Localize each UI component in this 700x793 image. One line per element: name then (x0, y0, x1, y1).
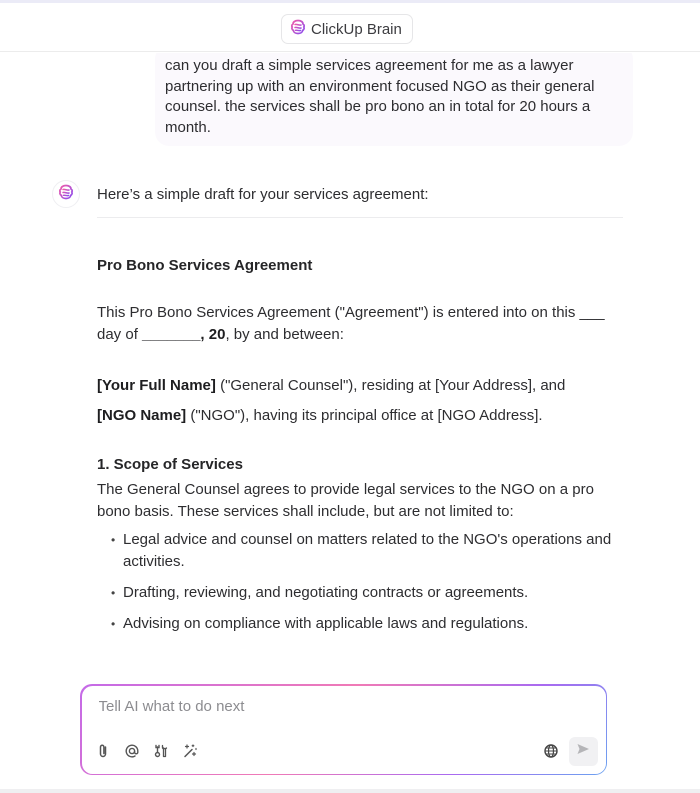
brand-pill[interactable] (281, 14, 413, 44)
agreement-title: Pro Bono Services Agreement (97, 257, 313, 274)
send-button[interactable] (569, 737, 598, 766)
user-message-bubble (155, 53, 633, 146)
intro-text: This Pro Bono Services Agreement ("Agreement") is entered into on this ___ day of (97, 304, 605, 343)
party2-details: ("NGO"), having its principal office at [NGO Address]. (186, 407, 543, 424)
ai-response (97, 185, 623, 644)
list-item: • Drafting, reviewing, and negotiating contracts or agreements. (97, 582, 623, 604)
brain-logo-icon (58, 184, 74, 205)
magic-wand-icon[interactable] (181, 742, 199, 760)
party1-name: [Your Full Name] (97, 377, 216, 394)
scope-bullet-list (97, 529, 623, 635)
header (0, 3, 700, 52)
scope-paragraph: The General Counsel agrees to provide legal services to the NGO on a pro bono basis. These services shall include, but are not limited to: (97, 481, 594, 520)
ai-response-intro: Here’s a simple draft for your services agreement: (97, 185, 623, 218)
user-message-text: can you draft a simple services agreement for me as a lawyer partnering up with an environment focused NGO as their general counsel. the services shall be pro bono an in total for 20 hours a month. (165, 57, 595, 136)
party1-details: ("General Counsel"), residing at [Your Address], and (215, 377, 566, 394)
globe-icon[interactable] (542, 742, 560, 760)
app-title: ClickUp Brain (311, 20, 402, 38)
agreement-intro-paragraph (97, 302, 623, 346)
ai-avatar (52, 180, 80, 208)
composer (80, 684, 607, 775)
brain-logo-icon (290, 19, 306, 40)
intro-text-end: , by and between: (225, 326, 344, 343)
at-mention-icon[interactable] (123, 742, 141, 760)
date-blank: _______, 20 (142, 326, 226, 343)
section-heading-scope: 1. Scope of Services (97, 456, 243, 473)
prompt-input[interactable] (99, 698, 579, 715)
send-icon (576, 742, 590, 761)
party-general-counsel (97, 375, 623, 397)
party2-name: [NGO Name] (97, 407, 187, 424)
party-ngo (97, 405, 623, 427)
paperclip-icon[interactable] (94, 742, 112, 760)
list-item: • Advising on compliance with applicable laws and regulations. (97, 613, 623, 635)
composer-inner (82, 686, 606, 774)
list-item: • Legal advice and counsel on matters related to the NGO's operations and activities. (97, 529, 623, 573)
conversation-area[interactable] (0, 53, 700, 683)
tools-icon[interactable] (152, 742, 170, 760)
bottom-divider (0, 789, 700, 793)
